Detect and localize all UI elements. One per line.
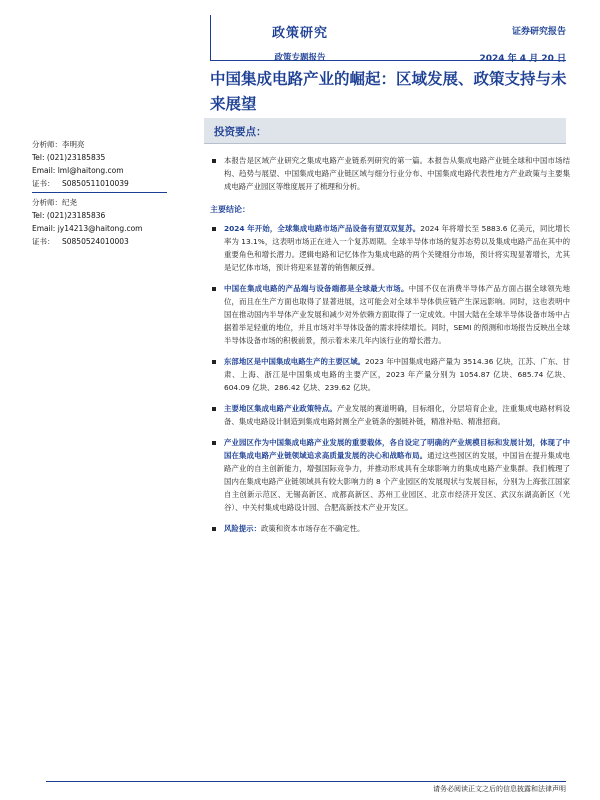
analyst-name: 李明亮 <box>62 140 85 149</box>
analyst-role: 分析师： <box>32 198 62 207</box>
cert-label: 证书： <box>32 237 55 246</box>
point-3-body: 2023 年中国集成电路产量为 3514.36 亿块，江苏、广东、甘肃、上海、浙江是中国集成电路的主要产区，2023 年产量分别为 1054.87 亿块、685.74 亿块、604.09 亿块、286.42 亿块、239.62 亿块。 <box>224 357 570 392</box>
brand-title: 政策研究 <box>271 26 328 41</box>
point-3 <box>210 355 570 394</box>
page-footer: 请务必阅读正文之后的信息披露和法律声明 <box>46 781 566 794</box>
intro-paragraph <box>210 154 570 193</box>
analyst-2-name-row <box>32 196 167 209</box>
analyst-1-tel: Tel: (021)23185835 <box>32 153 106 162</box>
point-4-body: 产业发展的赛道明确，目标细化，分层培育企业，注重集成电路材料设备、集成电路设计制造到集成电路封测全产业链条的强链补链，精准补贴、精准招商。 <box>224 404 570 426</box>
header-horizontal-divider <box>210 60 566 61</box>
analyst-name: 纪尧 <box>62 198 77 207</box>
report-date: 2024 年 4 月 20 日 <box>479 54 566 64</box>
analyst-1-email[interactable]: Email: lml@haitong.com <box>32 166 124 175</box>
header-brand-block <box>245 22 355 63</box>
report-title: 中国集成电路产业的崛起：区域发展、政策支持与未来展望 <box>210 69 567 113</box>
risk-warning-lead: 风险提示： <box>224 524 261 533</box>
intro-text: 本报告是区域产业研究之集成电路产业链系列研究的第一篇。本报告从集成电路产业链全球和中国市场结构、趋势与展望、中国集成电路产业链区域与细分行业分布、中国集成电路代表性地方产业政策与主要集成电路产业园区等维度展开了梳理和分析。 <box>224 156 570 191</box>
cert-number: S0850524010003 <box>62 237 129 246</box>
report-subtitle: 政策专题报告 <box>274 53 326 63</box>
analyst-2-tel: Tel: (021)23185836 <box>32 211 106 220</box>
main-conclusions-heading: 主要结论： <box>210 205 250 214</box>
point-1 <box>210 222 570 274</box>
point-3-lead: 东部地区是中国集成电路生产的主要区域。 <box>224 357 366 366</box>
analyst-2-email[interactable]: Email: jy14213@haitong.com <box>32 224 143 233</box>
invest-points-bar <box>204 118 566 144</box>
analyst-2-cert-row <box>32 235 167 248</box>
cert-label: 证书： <box>32 179 55 188</box>
main-content <box>210 154 570 535</box>
invest-points-label: 投资要点： <box>214 126 267 138</box>
point-1-lead: 2024 年开始，全球集成电路市场产品设备有望双双复苏。 <box>224 224 421 233</box>
point-5-body: 通过这些园区的发展，中国旨在提升集成电路产业的自主创新能力，增强国际竞争力，并推动形成具有全球影响力的集成电路产业集群。我们梳理了国内在集成电路产业链领域具有较大影响力的 8 个产业园区的发展现状与发展目标，分别为上海张江国家自主创新示范区、无锡高新区、成都高新区、苏州工业园区、北京市经济开发区、武汉东湖高新区（光谷）、中关村集成电路设计园、合肥高新技术产业开发区。 <box>224 451 570 512</box>
analyst-divider <box>32 192 167 193</box>
point-5 <box>210 436 570 514</box>
point-2-lead: 中国在集成电路的产品端与设备端都是全球最大市场。 <box>224 284 409 293</box>
risk-warning-body: 政策和资本市场存在不确定性。 <box>260 524 365 533</box>
report-type: 证券研究报告 <box>511 27 566 37</box>
point-1-body: 2024 年将增长至 5883.6 亿美元，同比增长率为 13.1%，这表明市场正在进入一个复苏周期。全球半导体市场的复苏态势以及集成电路产品在其中的重要角色和增长潜力。逻辑电路和记忆体作为集成电路的两个关键细分市场，预计将实现显著增长，尤其是记忆体市场，预计将迎来显著的销售额反弹。 <box>224 224 570 272</box>
header-vertical-divider <box>210 15 211 60</box>
analyst-role: 分析师： <box>32 140 62 149</box>
risk-warning <box>210 522 570 535</box>
point-2 <box>210 282 570 347</box>
point-2-body: 中国不仅在消费半导体产品方面占据全球领先地位，而且在生产方面也取得了显著进展，这可能会对全球半导体供应链产生深远影响。同时，这也表明中国在推动国内半导体产业发展和减少对外依赖方面取得了一定成效。中国大陆在全球半导体设备市场中占据着举足轻重的地位，并且市场对半导体设备的需求持续增长。同时，SEMI 的预测和市场报告反映出全球半导体设备市场的积极前景，预示着未来几年内该行业的增长潜力。 <box>224 284 570 345</box>
analyst-1-cert-row <box>32 177 167 190</box>
cert-number: S0850511010039 <box>62 179 129 188</box>
header-meta-block <box>479 24 566 64</box>
point-4 <box>210 402 570 428</box>
point-4-lead: 主要地区集成电路产业政策特点。 <box>224 404 337 413</box>
analyst-1-name-row <box>32 138 167 151</box>
point-5-lead: 产业园区作为中国集成电路产业发展的重要载体，各自设定了明确的产业规模目标和发展计划，体现了中国在集成电路产业链领域追求高质量发展的决心和战略布局。 <box>224 438 570 460</box>
analyst-info <box>32 138 167 248</box>
